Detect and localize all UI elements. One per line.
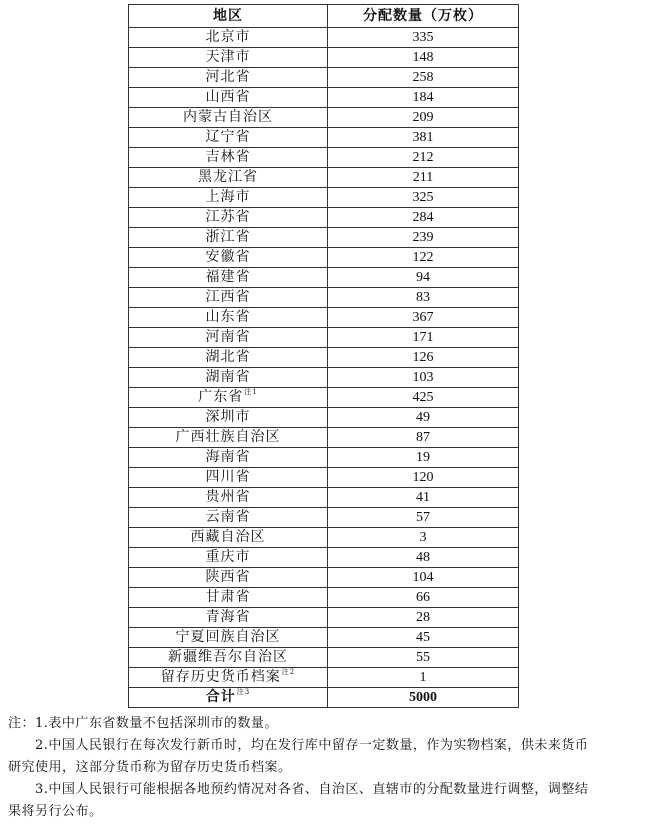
region-cell bbox=[129, 248, 328, 268]
count-cell bbox=[328, 608, 519, 628]
table-row bbox=[129, 168, 519, 188]
table-row bbox=[129, 428, 519, 448]
region-cell bbox=[129, 528, 328, 548]
table-row bbox=[129, 628, 519, 648]
table-row bbox=[129, 388, 519, 408]
region-cell-text: 江西省 bbox=[205, 289, 251, 305]
region-cell-text: 广西壮族自治区 bbox=[175, 429, 281, 445]
count-cell bbox=[328, 408, 519, 428]
count-cell-text: 45 bbox=[416, 630, 430, 645]
count-cell-text: 171 bbox=[412, 330, 434, 345]
footnote-2-line-1: 2.中国人民银行在每次发行新币时，均在发行库中留存一定数量，作为实物档案，供未来货币 bbox=[35, 738, 589, 753]
region-cell bbox=[129, 428, 328, 448]
count-cell bbox=[328, 288, 519, 308]
count-cell-text: 284 bbox=[412, 210, 434, 225]
table-row bbox=[129, 368, 519, 388]
count-cell-text: 120 bbox=[412, 470, 434, 485]
region-cell bbox=[129, 568, 328, 588]
table-row bbox=[129, 488, 519, 508]
region-cell-text: 四川省 bbox=[205, 469, 251, 485]
count-cell-text: 325 bbox=[412, 190, 434, 205]
count-cell-text: 104 bbox=[412, 570, 434, 585]
region-cell-text: 深圳市 bbox=[205, 409, 251, 425]
count-cell-text: 103 bbox=[412, 370, 434, 385]
region-cell-text: 河南省 bbox=[205, 329, 251, 345]
region-cell-text: 广东省 bbox=[198, 389, 244, 405]
region-cell-text: 西藏自治区 bbox=[190, 529, 266, 545]
region-cell bbox=[129, 448, 328, 468]
count-cell-text: 211 bbox=[412, 170, 434, 185]
region-cell-text: 青海省 bbox=[205, 609, 251, 625]
footnote-2-line-2: 研究使用，这部分货币称为留存历史货币档案。 bbox=[8, 760, 292, 775]
region-cell bbox=[129, 408, 328, 428]
region-cell bbox=[129, 28, 328, 48]
table-row bbox=[129, 208, 519, 228]
region-cell bbox=[129, 188, 328, 208]
region-cell bbox=[129, 88, 328, 108]
allocation-table bbox=[128, 4, 519, 708]
count-cell bbox=[328, 368, 519, 388]
region-cell-text: 内蒙古自治区 bbox=[183, 109, 273, 125]
table-row bbox=[129, 128, 519, 148]
region-cell-text: 辽宁省 bbox=[205, 129, 251, 145]
table-row bbox=[129, 328, 519, 348]
count-cell bbox=[328, 448, 519, 468]
region-cell bbox=[129, 268, 328, 288]
footnote-marker: 注3 bbox=[236, 688, 251, 696]
table-header-row bbox=[129, 5, 519, 28]
total-label-cell bbox=[129, 688, 328, 708]
region-cell bbox=[129, 148, 328, 168]
total-count-cell bbox=[328, 688, 519, 708]
region-cell bbox=[129, 588, 328, 608]
count-column-header: 分配数量（万枚） bbox=[328, 5, 519, 28]
region-cell bbox=[129, 288, 328, 308]
region-cell-text: 陕西省 bbox=[205, 569, 251, 585]
region-cell bbox=[129, 668, 328, 688]
footnote-marker: 注1 bbox=[244, 388, 258, 396]
region-cell bbox=[129, 388, 328, 408]
table-row bbox=[129, 448, 519, 468]
region-cell bbox=[129, 508, 328, 528]
count-cell-text: 83 bbox=[416, 290, 430, 305]
footnote-marker: 注2 bbox=[281, 668, 296, 676]
region-cell bbox=[129, 228, 328, 248]
table-row bbox=[129, 108, 519, 128]
table-row bbox=[129, 88, 519, 108]
count-cell bbox=[328, 388, 519, 408]
count-cell-text: 148 bbox=[412, 50, 434, 65]
count-cell bbox=[328, 308, 519, 328]
count-cell-text: 425 bbox=[412, 390, 434, 405]
region-cell bbox=[129, 48, 328, 68]
count-cell bbox=[328, 188, 519, 208]
count-cell-text: 57 bbox=[416, 510, 430, 525]
table-row bbox=[129, 668, 519, 688]
table-row bbox=[129, 188, 519, 208]
region-cell-text: 天津市 bbox=[205, 49, 251, 65]
count-cell-text: 48 bbox=[416, 550, 430, 565]
region-cell bbox=[129, 68, 328, 88]
count-cell bbox=[328, 168, 519, 188]
table-row bbox=[129, 408, 519, 428]
region-cell-text: 河北省 bbox=[205, 69, 251, 85]
table-body bbox=[129, 28, 519, 708]
table-row bbox=[129, 308, 519, 328]
region-cell bbox=[129, 108, 328, 128]
table-row bbox=[129, 528, 519, 548]
table-row bbox=[129, 588, 519, 608]
region-cell bbox=[129, 328, 328, 348]
region-cell-text: 重庆市 bbox=[205, 549, 251, 565]
region-cell bbox=[129, 628, 328, 648]
table-row bbox=[129, 48, 519, 68]
region-cell-text: 黑龙江省 bbox=[198, 169, 258, 185]
table-row bbox=[129, 148, 519, 168]
region-cell-text: 留存历史货币档案 bbox=[160, 669, 281, 685]
region-cell-text: 北京市 bbox=[205, 29, 251, 45]
count-cell bbox=[328, 268, 519, 288]
count-cell bbox=[328, 128, 519, 148]
region-cell bbox=[129, 308, 328, 328]
count-cell bbox=[328, 548, 519, 568]
count-cell-text: 335 bbox=[412, 30, 434, 45]
table-row bbox=[129, 348, 519, 368]
table-row bbox=[129, 288, 519, 308]
count-cell bbox=[328, 28, 519, 48]
table-row bbox=[129, 468, 519, 488]
total-row bbox=[129, 688, 519, 708]
count-cell bbox=[328, 588, 519, 608]
count-cell bbox=[328, 628, 519, 648]
region-column-header: 地区 bbox=[129, 5, 328, 28]
count-cell-text: 209 bbox=[412, 110, 434, 125]
region-cell bbox=[129, 488, 328, 508]
count-cell-text: 94 bbox=[416, 270, 430, 285]
region-cell bbox=[129, 368, 328, 388]
count-cell-text: 41 bbox=[416, 490, 430, 505]
count-cell bbox=[328, 68, 519, 88]
count-cell bbox=[328, 648, 519, 668]
total-count-cell-text: 5000 bbox=[409, 690, 437, 705]
count-cell bbox=[328, 248, 519, 268]
count-cell bbox=[328, 528, 519, 548]
count-cell bbox=[328, 148, 519, 168]
count-cell-text: 28 bbox=[416, 610, 430, 625]
count-cell-text: 381 bbox=[412, 130, 434, 145]
region-cell-text: 江苏省 bbox=[205, 209, 251, 225]
count-cell-text: 49 bbox=[416, 410, 430, 425]
total-label-cell-text: 合计 bbox=[205, 689, 236, 705]
region-cell-text: 安徽省 bbox=[205, 249, 251, 265]
count-cell bbox=[328, 668, 519, 688]
table-row bbox=[129, 248, 519, 268]
count-cell bbox=[328, 328, 519, 348]
region-cell-text: 海南省 bbox=[205, 449, 251, 465]
count-cell bbox=[328, 48, 519, 68]
region-cell-text: 浙江省 bbox=[205, 229, 251, 245]
region-cell-text: 上海市 bbox=[205, 189, 251, 205]
region-cell-text: 山西省 bbox=[205, 89, 251, 105]
region-cell bbox=[129, 208, 328, 228]
footnote-3-line-1: 3.中国人民银行可能根据各地预约情况对各省、自治区、直辖市的分配数量进行调整，调整结 bbox=[35, 782, 589, 797]
count-cell bbox=[328, 488, 519, 508]
table-row bbox=[129, 548, 519, 568]
region-cell bbox=[129, 648, 328, 668]
table-row bbox=[129, 228, 519, 248]
count-cell-text: 66 bbox=[416, 590, 430, 605]
region-cell bbox=[129, 548, 328, 568]
count-cell bbox=[328, 228, 519, 248]
region-cell-text: 贵州省 bbox=[205, 489, 251, 505]
footnote-3-line-2: 果将另行公布。 bbox=[8, 804, 103, 819]
count-cell bbox=[328, 428, 519, 448]
count-cell bbox=[328, 568, 519, 588]
count-cell-text: 19 bbox=[416, 450, 430, 465]
region-cell bbox=[129, 128, 328, 148]
allocation-table-container bbox=[128, 4, 518, 708]
count-cell bbox=[328, 208, 519, 228]
count-cell-text: 1 bbox=[419, 670, 427, 685]
region-cell bbox=[129, 608, 328, 628]
region-cell-text: 新疆维吾尔自治区 bbox=[168, 649, 288, 665]
region-cell-text: 宁夏回族自治区 bbox=[175, 629, 281, 645]
region-cell-text: 福建省 bbox=[205, 269, 251, 285]
region-cell-text: 湖南省 bbox=[205, 369, 251, 385]
region-cell-text: 吉林省 bbox=[205, 149, 251, 165]
count-cell-text: 212 bbox=[412, 150, 434, 165]
count-cell-text: 239 bbox=[412, 230, 434, 245]
table-row bbox=[129, 68, 519, 88]
region-cell-text: 山东省 bbox=[205, 309, 251, 325]
count-cell bbox=[328, 108, 519, 128]
table-row bbox=[129, 268, 519, 288]
count-cell bbox=[328, 348, 519, 368]
footnote-1: 注：1.表中广东省数量不包括深圳市的数量。 bbox=[8, 716, 278, 731]
count-cell-text: 258 bbox=[412, 70, 434, 85]
region-cell-text: 云南省 bbox=[205, 509, 251, 525]
count-cell-text: 55 bbox=[416, 650, 430, 665]
count-cell-text: 367 bbox=[412, 310, 434, 325]
count-cell bbox=[328, 88, 519, 108]
region-cell-text: 甘肃省 bbox=[205, 589, 251, 605]
count-cell-text: 122 bbox=[412, 250, 434, 265]
table-row bbox=[129, 608, 519, 628]
count-cell bbox=[328, 468, 519, 488]
table-row bbox=[129, 508, 519, 528]
count-cell bbox=[328, 508, 519, 528]
table-row bbox=[129, 28, 519, 48]
table-row bbox=[129, 648, 519, 668]
region-cell-text: 湖北省 bbox=[205, 349, 251, 365]
region-cell bbox=[129, 348, 328, 368]
table-row bbox=[129, 568, 519, 588]
count-cell-text: 126 bbox=[412, 350, 434, 365]
count-cell-text: 3 bbox=[419, 530, 427, 545]
region-cell bbox=[129, 468, 328, 488]
region-cell bbox=[129, 168, 328, 188]
footnotes bbox=[8, 713, 644, 823]
count-cell-text: 87 bbox=[416, 430, 430, 445]
count-cell-text: 184 bbox=[412, 90, 434, 105]
